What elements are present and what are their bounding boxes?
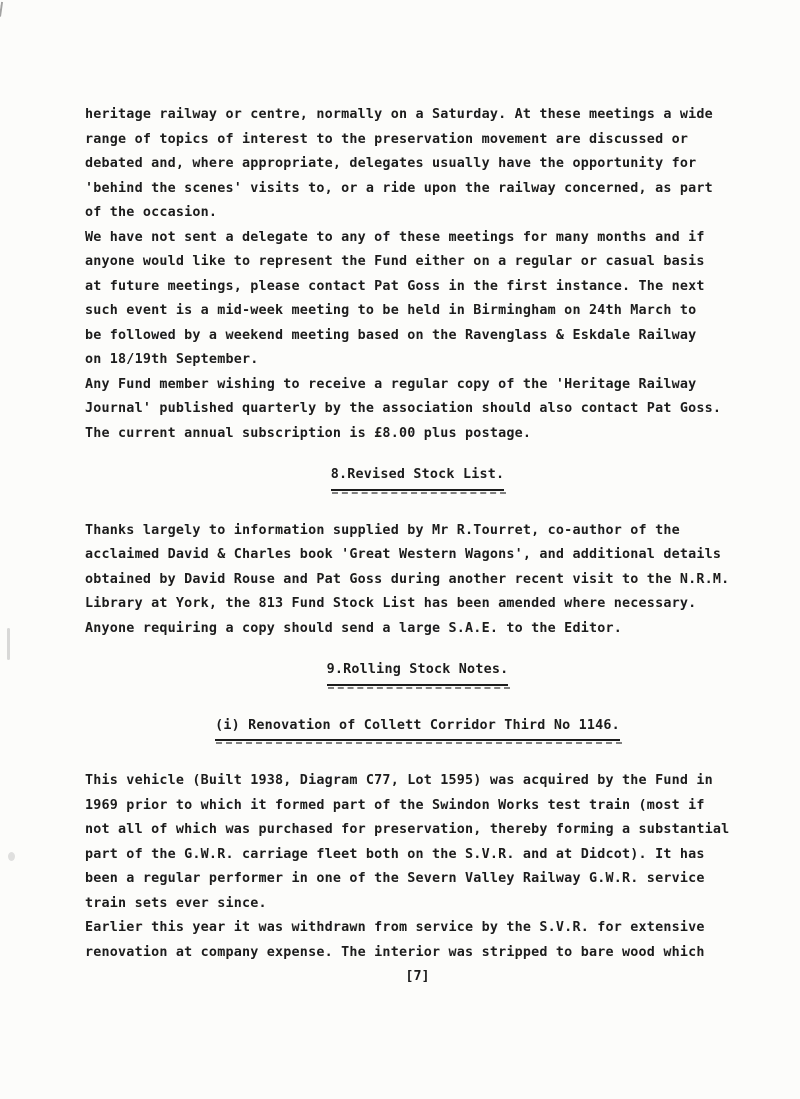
scan-artifact-corner (0, 2, 6, 18)
text-line: at future meetings, please contact Pat Goss in the first instance. The next (85, 278, 705, 294)
text-line: obtained by David Rouse and Pat Goss during another recent visit to the N.R.M. (85, 571, 730, 587)
scan-artifact-left-edge (7, 628, 10, 660)
text-line: Library at York, the 813 Fund Stock List has been amended where necessary. (85, 596, 697, 611)
text-line: anyone would like to represent the Fund either on a regular or casual basis (85, 254, 705, 269)
text-line: renovation at company expense. The interior was stripped to bare wood which (85, 944, 705, 960)
heading-text: 9.Rolling Stock Notes. (327, 658, 509, 686)
text-line: debated and, where appropriate, delegates usually have the opportunity for (85, 156, 697, 171)
text-line: such event is a mid-week meeting to be held in Birmingham on 24th March to (85, 303, 697, 318)
scan-artifact-left-smudge (8, 852, 15, 861)
text-line: We have not sent a delegate to any of these meetings for many months and if (85, 229, 705, 245)
text-line: This vehicle (Built 1938, Diagram C77, Lot 1595) was acquired by the Fund in (85, 773, 713, 788)
text-line: 1969 prior to which it formed part of the Swindon Works test train (most if (85, 797, 705, 813)
text-line: been a regular performer in one of the Severn Valley Railway G.W.R. service (85, 871, 705, 886)
text-line: be followed by a weekend meeting based on the Ravenglass & Eskdale Railway (85, 327, 697, 343)
heading-text: (i) Renovation of Collett Corridor Third No 1146. (215, 714, 620, 742)
text-line: Anyone requiring a copy should send a large S.A.E. to the Editor. (85, 620, 623, 636)
text-line: not all of which was purchased for preservation, thereby forming a substantial (85, 822, 730, 837)
text-line: part of the G.W.R. carriage fleet both on the S.V.R. and at Didcot). It has (85, 846, 705, 862)
text-line: on 18/19th September. (85, 352, 259, 367)
heading-text: 8.Revised Stock List. (331, 463, 505, 491)
paragraph (85, 769, 750, 965)
section-heading (85, 714, 750, 742)
text-line: range of topics of interest to the preservation movement are discussed or (85, 131, 689, 147)
text-line: The current annual subscription is £8.00 plus postage. (85, 425, 532, 441)
text-line: acclaimed David & Charles book 'Great Western Wagons', and additional details (85, 547, 722, 562)
text-line: Journal' published quarterly by the association should also contact Pat Goss. (85, 401, 722, 416)
text-line: of the occasion. (85, 205, 218, 220)
text-line: Thanks largely to information supplied by Mr R.Tourret, co-author of the (85, 522, 680, 538)
document-content (85, 103, 750, 990)
paragraph (85, 519, 750, 642)
page-number: [7] (405, 969, 430, 984)
paragraph (85, 103, 750, 446)
text-line: train sets ever since. (85, 895, 267, 911)
text-line: 'behind the scenes' visits to, or a ride upon the railway concerned, as part (85, 180, 713, 196)
text-line: Earlier this year it was withdrawn from service by the S.V.R. for extensive (85, 920, 705, 935)
text-line: Any Fund member wishing to receive a regular copy of the 'Heritage Railway (85, 376, 697, 392)
section-heading (85, 658, 750, 686)
text-line: heritage railway or centre, normally on a Saturday. At these meetings a wide (85, 107, 713, 122)
section-heading (85, 463, 750, 491)
